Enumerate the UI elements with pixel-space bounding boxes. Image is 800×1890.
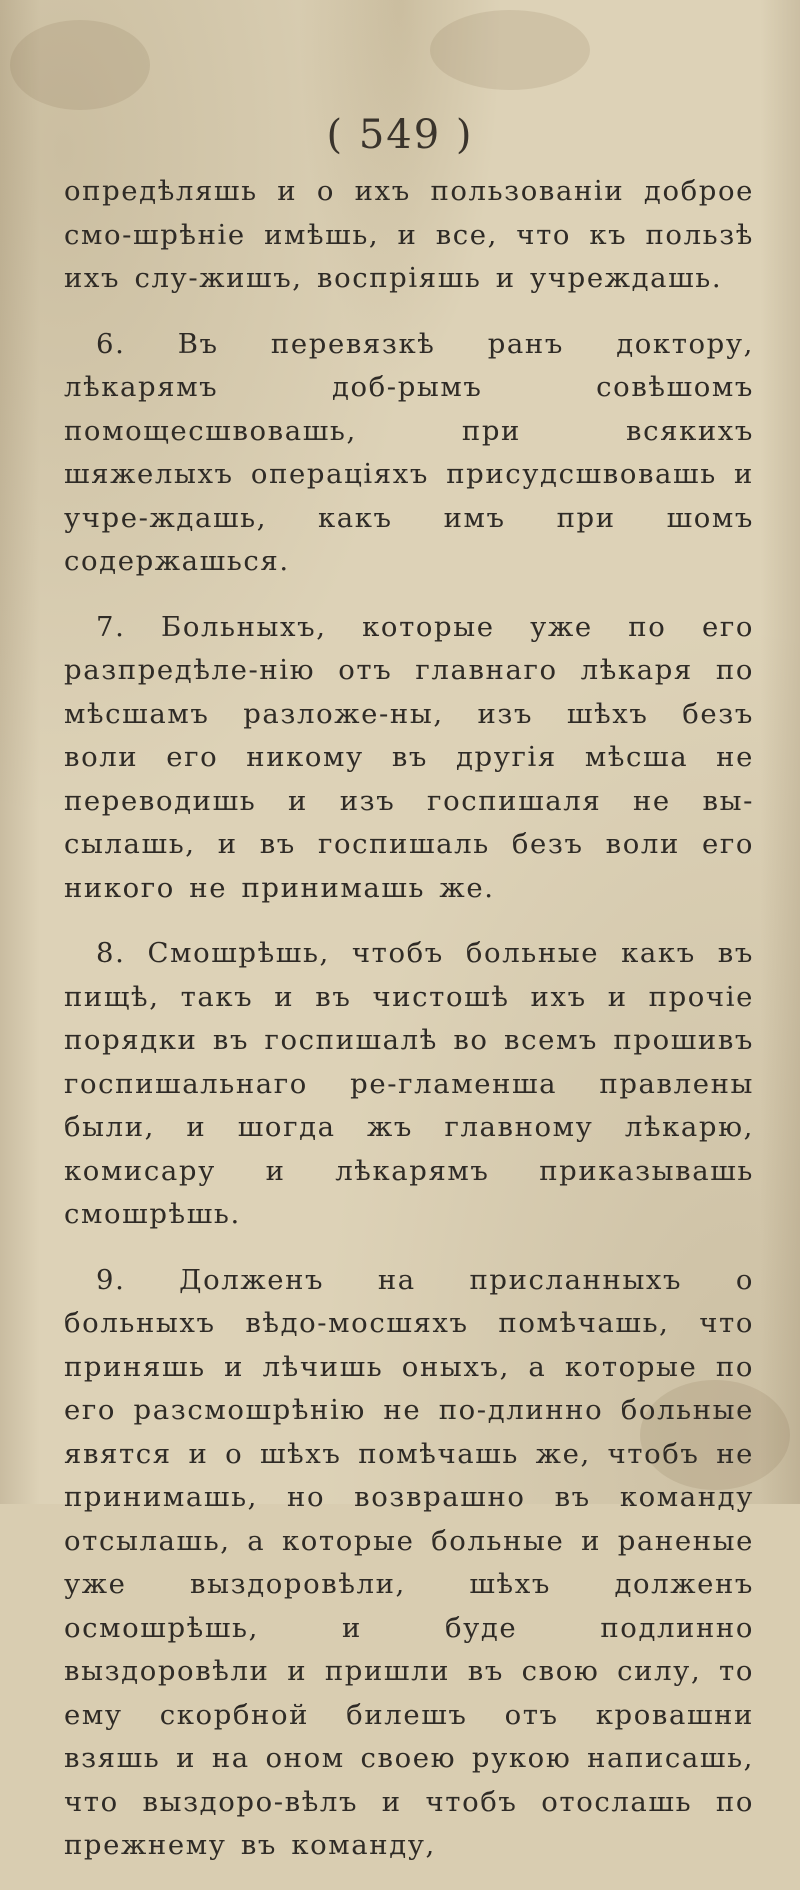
paragraph-item-6: 6. Въ перевязкѣ ранъ доктору, лѣкарямъ доб-рымъ совѣшомъ помощесшвовашь, при всякихъ шяжелыхъ операціяхъ присудсшвовашь и учре-ждашь, какъ имъ при шомъ содержашься. xyxy=(64,327,754,577)
paragraph-item-9: 9. Долженъ на присланныхъ о больныхъ вѣдо-мосшяхъ помѣчашь, что приняшь и лѣчишь оныхъ, а которые по его разсмошрѣнію не по-длинно больные явятся и о шѣхъ помѣчашь же, чтобъ не принимашь, но возврашно въ команду отсылашь, а которые больные и раненые уже выздоровѣли, шѣхъ долженъ осмошрѣшь, и буде подлинно выздоровѣли и пришли въ свою силу, то ему скорбной билешъ отъ кровашни взяшь и на оном своею рукою написашь, что выздоро-вѣлъ и чтобъ отослашь по прежнему въ команду, xyxy=(64,1263,754,1861)
paper-stain xyxy=(430,10,590,90)
paragraph-continuation: опредѣляшь и о ихъ пользованіи доброе смо-шрѣніе имѣшь, и все, что къ пользѣ ихъ слу-жишъ, воспріяшь и учреждашь. xyxy=(64,175,754,294)
paragraph-item-8: 8. Смошрѣшь, чтобъ больные какъ въ пищѣ, такъ и въ чистошѣ ихъ и прочіе порядки въ госпишалѣ во всемъ прошивъ госпишальнаго ре-гламенша правлены были, и шогда жъ главному лѣкарю, комисару и лѣкарямъ приказывашь смошрѣшь. xyxy=(64,937,754,1230)
paragraph-item-7: 7. Больныхъ, которые уже по его разпредѣле-нію отъ главнаго лѣкаря по мѣсшамъ разложе-ны, изъ шѣхъ безъ воли его никому въ другія мѣсша не переводишь и изъ госпишаля не вы-сылашь, и въ госпишаль безъ воли его никого не принимашь же. xyxy=(64,610,754,904)
page-number: ( 549 ) xyxy=(326,112,474,158)
body-text xyxy=(64,170,754,1890)
paper-stain xyxy=(10,20,150,110)
